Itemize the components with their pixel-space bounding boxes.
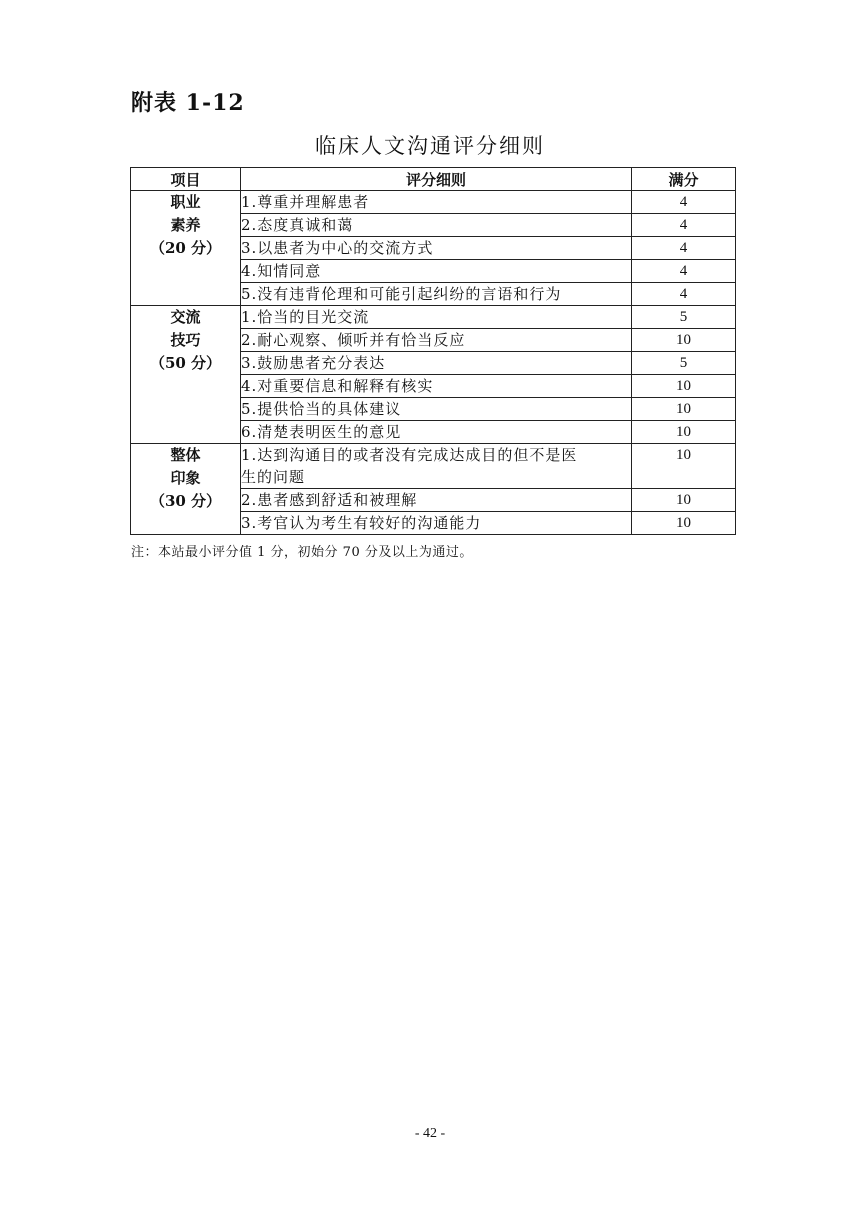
page-title: 临床人文沟通评分细则 <box>315 134 545 158</box>
category-points: （30 分） <box>149 492 222 510</box>
criterion: 5.提供恰当的具体建议 <box>241 398 632 421</box>
max-score: 10 <box>632 398 736 421</box>
max-score: 5 <box>632 306 736 329</box>
criterion: 3.考官认为考生有较好的沟通能力 <box>241 512 632 535</box>
page-number: - 42 - <box>414 1126 446 1141</box>
category-line: 交流 <box>170 308 201 326</box>
category-professionalism <box>131 191 241 306</box>
criterion: 2.患者感到舒适和被理解 <box>241 489 632 512</box>
max-score: 4 <box>632 191 736 214</box>
criterion: 4.对重要信息和解释有核实 <box>241 375 632 398</box>
category-points: （20 分） <box>149 239 222 257</box>
table-row <box>131 306 736 329</box>
max-score: 10 <box>632 375 736 398</box>
max-score: 4 <box>632 237 736 260</box>
category-line: 整体 <box>170 446 201 464</box>
max-score: 10 <box>632 329 736 352</box>
table-row <box>131 444 736 489</box>
category-line: 技巧 <box>170 331 201 349</box>
category-line: 素养 <box>170 216 201 234</box>
header-item: 项目 <box>131 168 241 191</box>
max-score: 4 <box>632 260 736 283</box>
criterion: 2.态度真诚和蔼 <box>241 214 632 237</box>
category-line: 职业 <box>170 193 201 211</box>
criterion: 6.清楚表明医生的意见 <box>241 421 632 444</box>
criterion: 5.没有违背伦理和可能引起纠纷的言语和行为 <box>241 283 632 306</box>
footnote: 注：本站最小评分值 1 分，初始分 70 分及以上为通过。 <box>131 545 473 560</box>
criterion-line: 生的问题 <box>241 468 306 486</box>
criterion: 3.鼓励患者充分表达 <box>241 352 632 375</box>
category-communication-skills <box>131 306 241 444</box>
rubric-table <box>130 167 736 535</box>
max-score: 10 <box>632 512 736 535</box>
criterion: 1.恰当的目光交流 <box>241 306 632 329</box>
table-row <box>131 191 736 214</box>
max-score: 10 <box>632 444 736 489</box>
criterion: 3.以患者为中心的交流方式 <box>241 237 632 260</box>
criterion: 1.尊重并理解患者 <box>241 191 632 214</box>
category-line: 印象 <box>170 469 201 487</box>
max-score: 4 <box>632 214 736 237</box>
table-header-row <box>131 168 736 191</box>
criterion: 2.耐心观察、倾听并有恰当反应 <box>241 329 632 352</box>
category-overall-impression <box>131 444 241 535</box>
max-score: 5 <box>632 352 736 375</box>
criterion: 4.知情同意 <box>241 260 632 283</box>
category-points: （50 分） <box>149 354 222 372</box>
header-max-score: 满分 <box>632 168 736 191</box>
header-criteria: 评分细则 <box>241 168 632 191</box>
criterion <box>241 444 632 489</box>
max-score: 10 <box>632 421 736 444</box>
max-score: 4 <box>632 283 736 306</box>
criterion-line: 1.达到沟通目的或者没有完成达成目的但不是医 <box>241 446 578 464</box>
appendix-label: 附表 1-12 <box>131 90 245 116</box>
max-score: 10 <box>632 489 736 512</box>
